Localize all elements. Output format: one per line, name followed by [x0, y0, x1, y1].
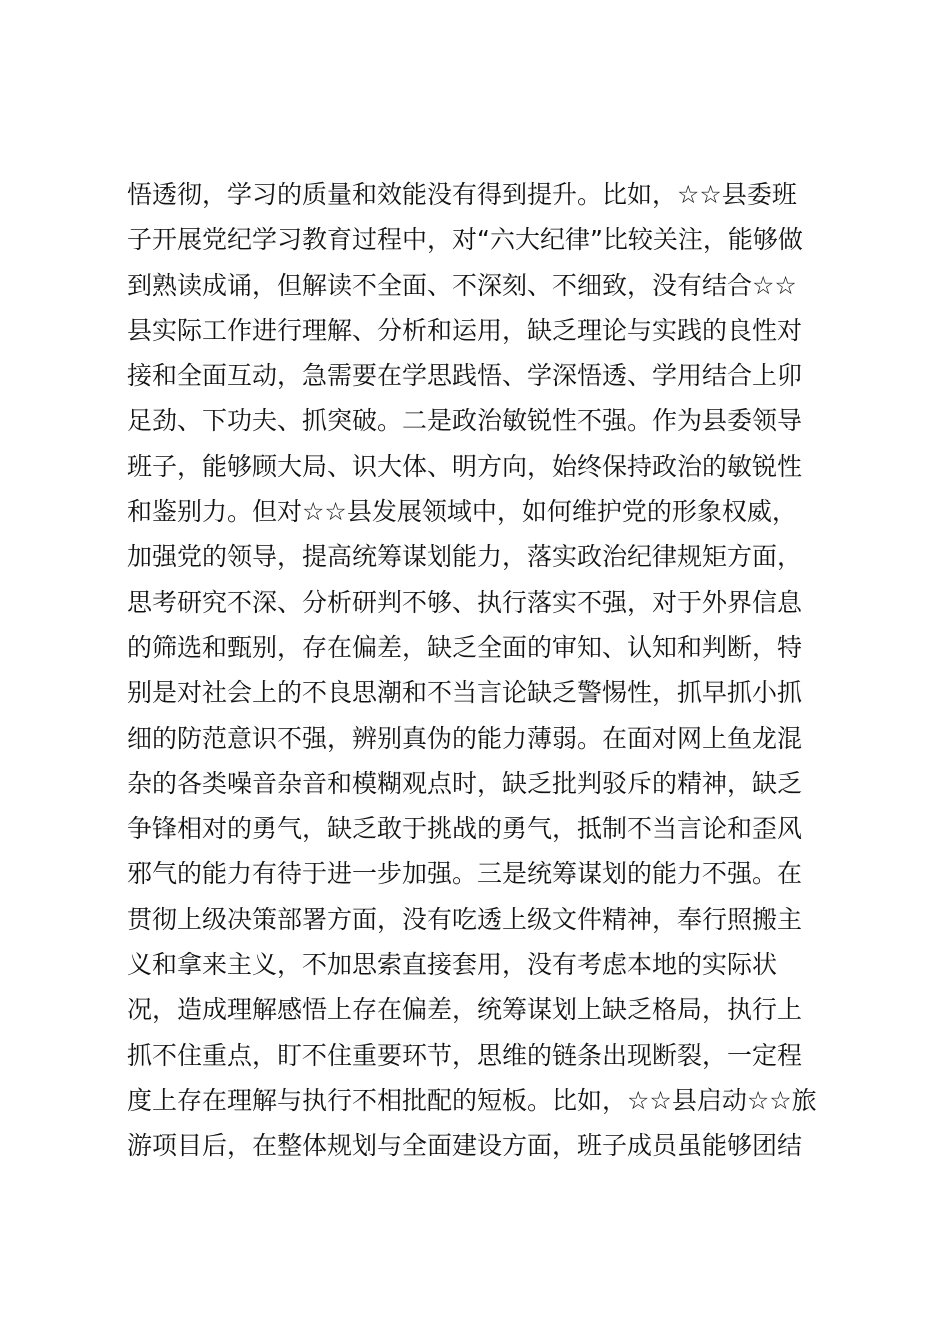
text-line: 子开展党纪学习教育过程中，对“六大纪律”比较关注，能够做: [127, 225, 803, 255]
text-line: 悟透彻，学习的质量和效能没有得到提升。比如，☆☆县委班: [127, 180, 797, 209]
text-line: 贯彻上级决策部署方面，没有吃透上级文件精神，奉行照搬主: [127, 904, 803, 934]
text-line: 邪气的能力有待于进一步加强。三是统筹谋划的能力不强。在: [127, 859, 803, 889]
text-line: 义和拿来主义，不加思索直接套用，没有考虑本地的实际状: [127, 950, 778, 980]
text-line: 到熟读成诵，但解读不全面、不深刻、不细致，没有结合☆☆: [127, 270, 797, 300]
text-line: 加强党的领导，提高统筹谋划能力，落实政治纪律规矩方面，: [127, 542, 803, 572]
text-line: 细的防范意识不强，辨别真伪的能力薄弱。在面对网上鱼龙混: [127, 723, 803, 753]
text-line: 接和全面互动，急需要在学思践悟、学深悟透、学用结合上卯: [127, 361, 803, 391]
text-line: 县实际工作进行理解、分析和运用，缺乏理论与实践的良性对: [127, 315, 803, 345]
text-line: 游项目后，在整体规划与全面建设方面，班子成员虽能够团结: [127, 1131, 803, 1161]
body-text: [127, 172, 837, 1169]
text-line: 的筛选和甄别，存在偏差，缺乏全面的审知、认知和判断，特: [127, 632, 803, 662]
text-line: 和鉴别力。但对☆☆县发展领域中，如何维护党的形象权威，: [127, 497, 797, 527]
text-line: 争锋相对的勇气，缺乏敢于挑战的勇气，抵制不当言论和歪风: [127, 814, 803, 844]
text-line: 班子，能够顾大局、识大体、明方向，始终保持政治的敏锐性: [127, 451, 803, 481]
text-line: 足劲、下功夫、抓突破。二是政治敏锐性不强。作为县委领导: [127, 406, 803, 436]
text-line: 抓不住重点，盯不住重要环节，思维的链条出现断裂，一定程: [127, 1040, 803, 1070]
text-line: 杂的各类噪音杂音和模糊观点时，缺乏批判驳斥的精神，缺乏: [127, 768, 803, 798]
text-line: 别是对社会上的不良思潮和不当言论缺乏警惕性，抓早抓小抓: [127, 678, 803, 708]
text-line: 况，造成理解感悟上存在偏差，统筹谋划上缺乏格局，执行上: [127, 995, 803, 1025]
text-line: 度上存在理解与执行不相批配的短板。比如，☆☆县启动☆☆旅: [127, 1085, 817, 1115]
text-line: 思考研究不深、分析研判不够、执行落实不强，对于外界信息: [127, 587, 803, 617]
